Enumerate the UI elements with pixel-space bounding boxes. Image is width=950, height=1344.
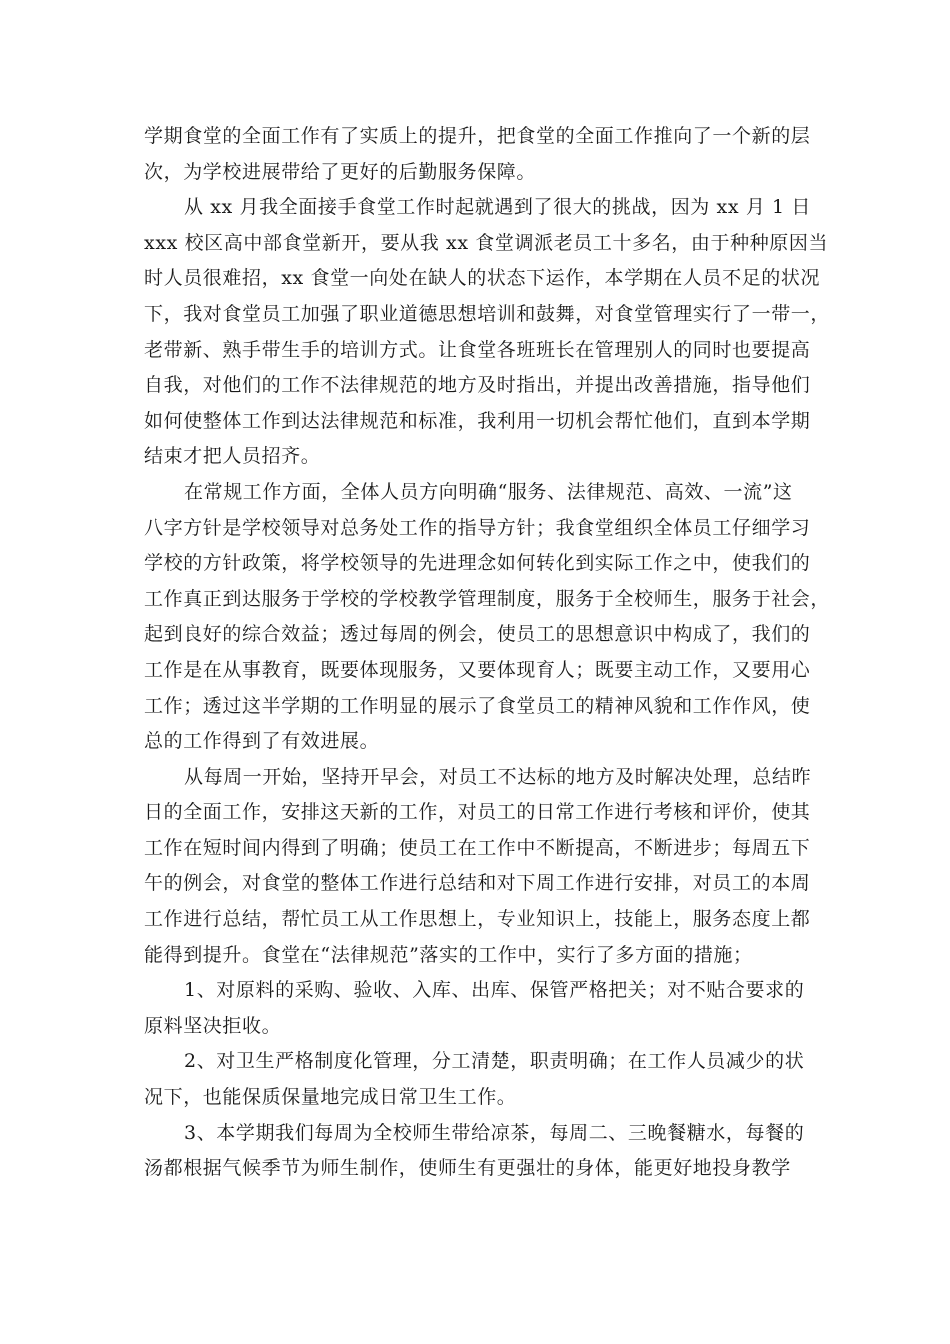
paragraph-4 bbox=[144, 760, 812, 974]
text-line: 起到良好的综合效益；透过每周的例会，使员工的思想意识中构成了，我们的 bbox=[144, 623, 811, 646]
text-line: 3、本学期我们每周为全校师生带给凉茶，每周二、三晚餐糖水，每餐的 bbox=[184, 1121, 805, 1144]
document-body bbox=[144, 119, 831, 1187]
text-line: 汤都根据气候季节为师生制作，使师生有更强壮的身体，能更好地投身教学 bbox=[144, 1157, 791, 1180]
paragraph-6 bbox=[144, 1044, 804, 1115]
text-line: 八字方针是学校领导对总务处工作的指导方针；我食堂组织全体员工仔细学习 bbox=[144, 516, 811, 539]
paragraph-2 bbox=[144, 190, 831, 475]
text-line: 如何使整体工作到达法律规范和标准，我利用一切机会帮忙他们，直到本学期 bbox=[144, 409, 811, 432]
text-line: 工作；透过这半学期的工作明显的展示了食堂员工的精神风貌和工作作风，使 bbox=[144, 694, 811, 717]
text-line: 学校的方针政策，将学校领导的先进理念如何转化到实际工作之中，使我们的 bbox=[144, 552, 811, 575]
text-line: 况下，也能保质保量地完成日常卫生工作。 bbox=[144, 1086, 517, 1109]
text-line: 结束才把人员招齐。 bbox=[144, 445, 321, 468]
text-line: 次，为学校进展带给了更好的后勤服务保障。 bbox=[144, 160, 537, 183]
text-line: 工作真正到达服务于学校的学校教学管理制度，服务于全校师生，服务于社会， bbox=[144, 587, 831, 610]
text-line: 工作在短时间内得到了明确；使员工在工作中不断提高，不断进步；每周五下 bbox=[144, 836, 811, 859]
text-line: 日的全面工作，安排这天新的工作，对员工的日常工作进行考核和评价，使其 bbox=[144, 801, 811, 824]
text-line: 从 xx 月我全面接手食堂工作时起就遇到了很大的挑战，因为 xx 月 1 日 bbox=[184, 196, 811, 219]
text-line: 时人员很难招，xx 食堂一向处在缺人的状态下运作，本学期在人员不足的状况 bbox=[144, 267, 821, 290]
text-line: 1、对原料的采购、验收、入库、出库、保管严格把关；对不贴合要求的 bbox=[184, 979, 805, 1002]
text-line: 原料坚决拒收。 bbox=[144, 1014, 282, 1037]
text-line: 工作进行总结，帮忙员工从工作思想上，专业知识上，技能上，服务态度上都 bbox=[144, 908, 811, 931]
text-line: 从每周一开始，坚持开早会，对员工不达标的地方及时解决处理，总结昨 bbox=[184, 765, 812, 788]
text-line: 在常规工作方面，全体人员方向明确“服务、法律规范、高效、一流”这 bbox=[184, 480, 793, 503]
text-line: 自我，对他们的工作不法律规范的地方及时指出，并提出改善措施，指导他们 bbox=[144, 374, 811, 397]
text-line: 工作是在从事教育，既要体现服务，又要体现育人；既要主动工作，又要用心 bbox=[144, 658, 811, 681]
paragraph-1 bbox=[144, 119, 811, 190]
text-line: 午的例会，对食堂的整体工作进行总结和对下周工作进行安排，对员工的本周 bbox=[144, 872, 811, 895]
text-line: xxx 校区高中部食堂新开，要从我 xx 食堂调派老员工十多名，由于种种原因当 bbox=[144, 231, 829, 254]
text-line: 老带新、熟手带生手的培训方式。让食堂各班班长在管理别人的同时也要提高 bbox=[144, 338, 811, 361]
text-line: 2、对卫生严格制度化管理，分工清楚，职责明确；在工作人员减少的状 bbox=[184, 1050, 805, 1073]
text-line: 能得到提升。食堂在“法律规范”落实的工作中，实行了多方面的措施； bbox=[144, 943, 753, 966]
paragraph-3 bbox=[144, 475, 831, 760]
text-line: 学期食堂的全面工作有了实质上的提升，把食堂的全面工作推向了一个新的层 bbox=[144, 125, 811, 147]
text-line: 总的工作得到了有效进展。 bbox=[144, 730, 380, 753]
text-line: 下，我对食堂员工加强了职业道德思想培训和鼓舞，对食堂管理实行了一带一， bbox=[144, 302, 831, 325]
paragraph-5 bbox=[144, 973, 804, 1044]
paragraph-7 bbox=[144, 1116, 804, 1187]
